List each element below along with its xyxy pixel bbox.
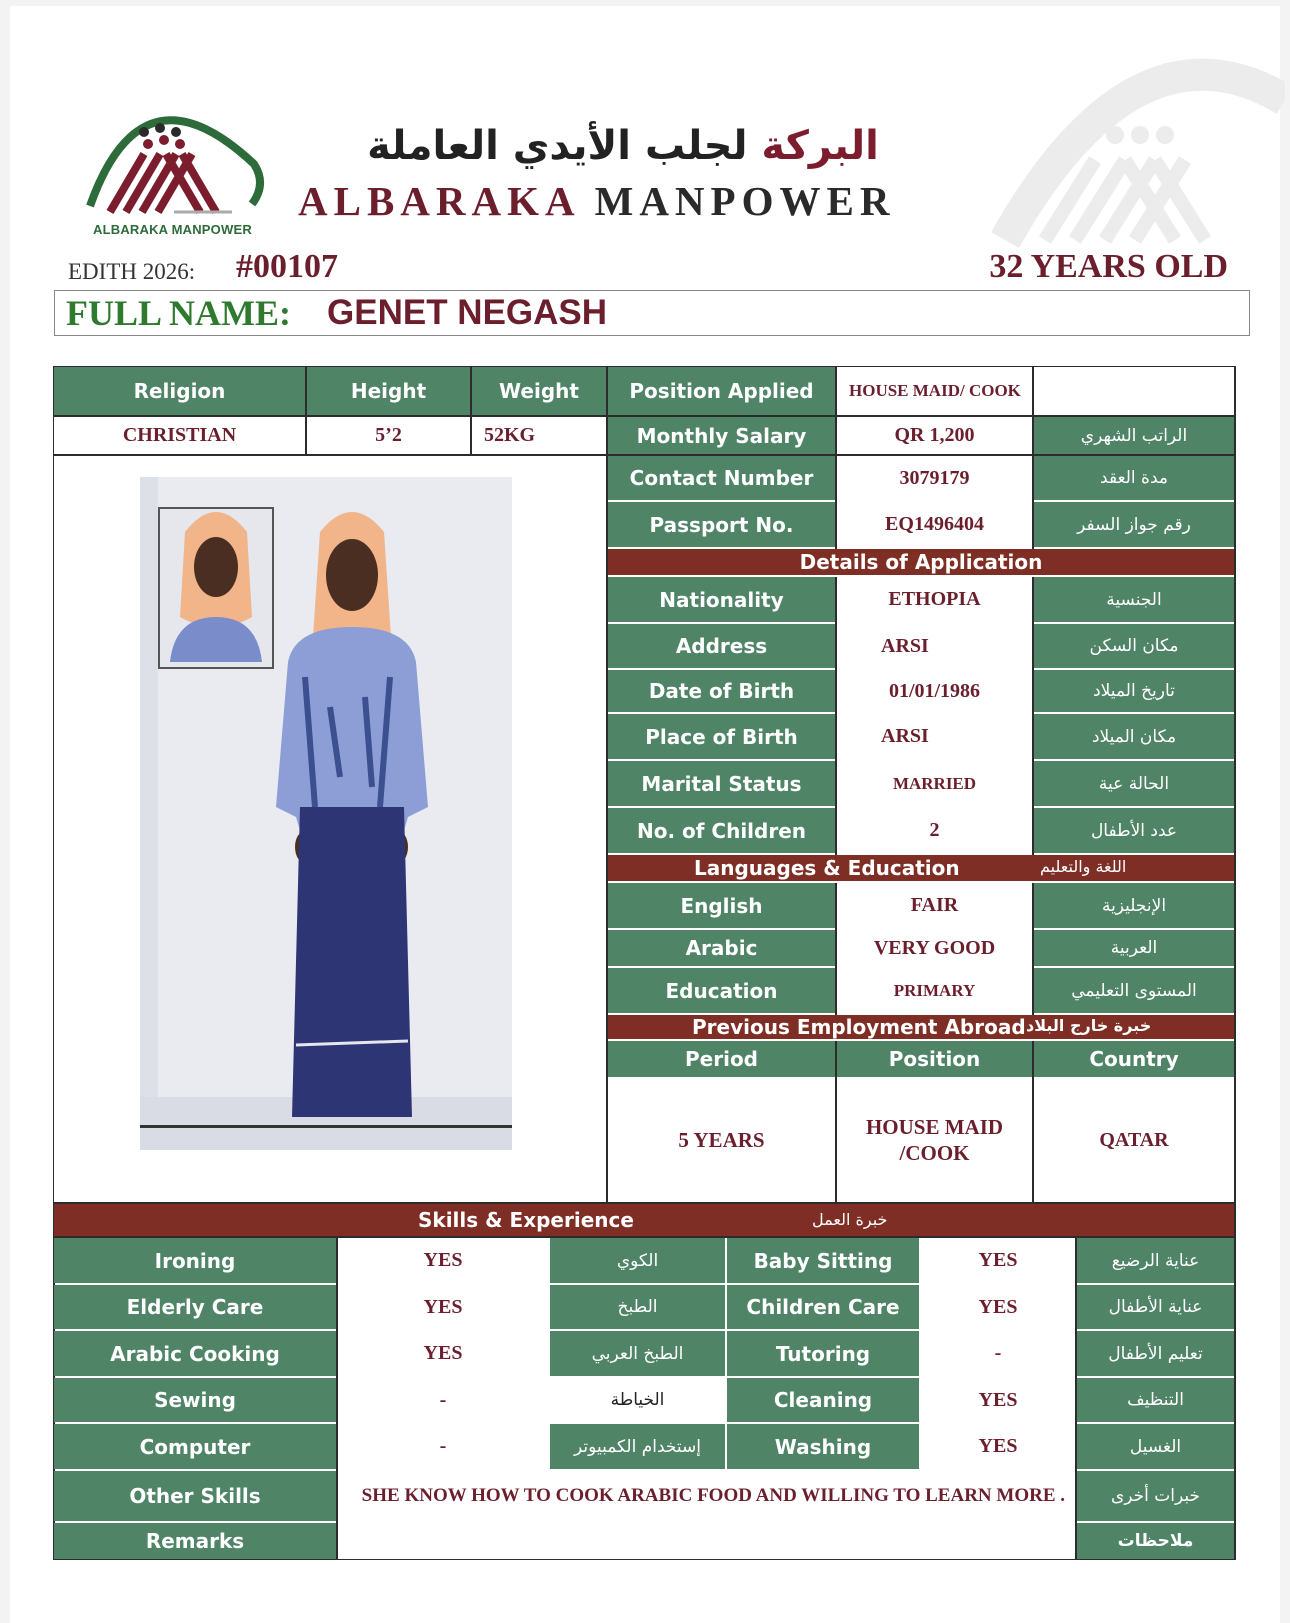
skill-arabiccooking-arabic: الطبخ العربي	[550, 1331, 725, 1376]
skill-childrencare-arabic: عناية الأطفال	[1077, 1285, 1234, 1329]
employment-empty-country-2	[1034, 1170, 1234, 1202]
skill-computer-label: Computer	[54, 1424, 336, 1469]
remarks-arabic: ملاحظات	[1077, 1523, 1234, 1559]
skill-cleaning-value: YES	[921, 1378, 1075, 1422]
dob-arabic: تاريخ الميلاد	[1034, 670, 1234, 712]
grid-line	[54, 454, 1234, 456]
grid-line	[835, 577, 837, 855]
english-value: FAIR	[837, 883, 1032, 928]
full-name-label: FULL NAME:	[66, 293, 291, 333]
nationality-value: ETHOPIA	[837, 577, 1032, 622]
remarks-label: Remarks	[54, 1523, 336, 1559]
skill-sewing-value: -	[338, 1378, 548, 1422]
edition-label: EDITH 2026:	[68, 259, 196, 284]
salary-value: QR 1,200	[837, 417, 1032, 454]
religion-value: CHRISTIAN	[54, 417, 305, 454]
height-value: 5’2	[307, 417, 470, 454]
skill-elderly-value: YES	[338, 1285, 548, 1329]
children-arabic: عدد الأطفال	[1034, 808, 1234, 853]
grid-line	[470, 367, 472, 454]
skill-washing-arabic: الغسيل	[1077, 1424, 1234, 1469]
weight-header: Weight	[472, 367, 606, 415]
position-applied-value: HOUSE MAID/ COOK	[837, 367, 1032, 415]
marital-label: Marital Status	[608, 761, 835, 806]
company-brand-rest: MANPOWER	[594, 178, 896, 224]
english-arabic: الإنجليزية	[1034, 883, 1234, 928]
contact-arabic: مدة العقد	[1034, 456, 1234, 500]
religion-header: Religion	[54, 367, 305, 415]
skill-tutoring-label: Tutoring	[727, 1331, 919, 1376]
position-header: Position	[837, 1041, 1032, 1077]
salary-arabic: الراتب الشهري	[1034, 417, 1234, 454]
education-arabic: المستوى التعليمي	[1034, 968, 1234, 1013]
grid-line	[54, 1202, 1234, 1204]
address-arabic: مكان السكن	[1034, 624, 1234, 668]
skill-computer-arabic: إستخدام الكمبيوتر	[550, 1424, 725, 1469]
grid-line	[835, 883, 837, 1015]
grid-line	[1032, 577, 1034, 855]
skills-section-header-arabic: خبرة العمل	[812, 1210, 888, 1229]
grid-line	[835, 1041, 837, 1202]
employment-empty-country	[1034, 1079, 1234, 1110]
candidate-full-body-image	[140, 477, 512, 1150]
remarks-value	[338, 1523, 1075, 1559]
marital-value: MARRIED	[837, 761, 1032, 806]
address-label: Address	[608, 624, 835, 668]
grid-line	[835, 367, 837, 549]
skill-cleaning-arabic: التنظيف	[1077, 1378, 1234, 1422]
skill-arabiccooking-label: Arabic Cooking	[54, 1331, 336, 1376]
nationality-arabic: الجنسية	[1034, 577, 1234, 622]
dob-value: 01/01/1986	[837, 670, 1032, 712]
skill-babysitting-value: YES	[921, 1238, 1075, 1283]
skill-tutoring-arabic: تعليم الأطفال	[1077, 1331, 1234, 1376]
passport-value: EQ1496404	[837, 502, 1032, 547]
employment-empty-period	[608, 1079, 835, 1110]
watermark-logo	[985, 40, 1285, 255]
company-logo-icon	[82, 84, 272, 239]
employment-country: QATAR	[1034, 1112, 1234, 1168]
arabic-value: VERY GOOD	[837, 930, 1032, 966]
salary-label: Monthly Salary	[608, 417, 835, 454]
employment-section-header-arabic: خبرة خارج البلاد	[1026, 1016, 1152, 1035]
education-value: PRIMARY	[837, 968, 1032, 1013]
skill-babysitting-arabic: عناية الرضيع	[1077, 1238, 1234, 1283]
dob-label: Date of Birth	[608, 670, 835, 712]
education-label: Education	[608, 968, 835, 1013]
skill-childrencare-value: YES	[921, 1285, 1075, 1329]
contact-value: 3079179	[837, 456, 1032, 500]
grid-line	[1032, 883, 1034, 1015]
skill-washing-value: YES	[921, 1424, 1075, 1469]
passport-label: Passport No.	[608, 502, 835, 547]
skill-ironing-label: Ironing	[54, 1238, 336, 1283]
period-header: Period	[608, 1041, 835, 1077]
skill-washing-label: Washing	[727, 1424, 919, 1469]
position-applied-label: Position Applied	[608, 367, 835, 415]
skill-babysitting-label: Baby Sitting	[727, 1238, 919, 1283]
other-skills-label: Other Skills	[54, 1471, 336, 1521]
marital-arabic: الحالة عية	[1034, 761, 1234, 806]
grid-line	[305, 367, 307, 454]
skill-sewing-arabic: الخياطة	[550, 1378, 725, 1422]
address-value: ARSI	[837, 624, 1032, 668]
other-skills-value: SHE KNOW HOW TO COOK ARABIC FOOD AND WILLING TO LEARN MORE .	[338, 1471, 1075, 1521]
details-section-header: Details of Application	[608, 549, 1234, 575]
skill-childrencare-label: Children Care	[727, 1285, 919, 1329]
grid-line	[336, 1238, 338, 1559]
employment-empty-position-2	[837, 1170, 1032, 1202]
country-header: Country	[1034, 1041, 1234, 1077]
company-brand: ALBARAKA	[298, 178, 579, 224]
grid-line	[54, 415, 1234, 417]
children-value: 2	[837, 808, 1032, 853]
languages-section-header: Languages & Education	[608, 855, 1234, 881]
company-name-arabic-red: البركة	[761, 123, 879, 169]
passport-arabic: رقم جواز السفر	[1034, 502, 1234, 547]
position-applied-arabic	[1034, 367, 1234, 415]
nationality-label: Nationality	[608, 577, 835, 622]
grid-line	[1032, 1041, 1034, 1202]
skill-cleaning-label: Cleaning	[727, 1378, 919, 1422]
company-name-arabic-black: لجلب الأيدي العاملة	[367, 123, 748, 169]
employment-empty-position	[837, 1079, 1032, 1110]
company-name-arabic	[292, 116, 954, 176]
grid-line	[54, 1236, 1234, 1238]
skill-tutoring-value: -	[921, 1331, 1075, 1376]
pob-value: ARSI	[837, 714, 1032, 759]
full-name-value: GENET NEGASH	[327, 293, 608, 332]
grid-line	[1032, 367, 1034, 549]
english-label: English	[608, 883, 835, 928]
arabic-label: Arabic	[608, 930, 835, 966]
skill-ironing-arabic: الكوي	[550, 1238, 725, 1283]
weight-value: 52KG	[472, 417, 606, 454]
candidate-photo	[140, 477, 512, 1150]
skill-sewing-label: Sewing	[54, 1378, 336, 1422]
skills-section-header: Skills & Experience	[54, 1204, 1234, 1236]
skill-ironing-value: YES	[338, 1238, 548, 1283]
employment-empty-period-2	[608, 1170, 835, 1202]
skill-elderly-label: Elderly Care	[54, 1285, 336, 1329]
employment-period: 5 YEARS	[608, 1112, 835, 1168]
skill-computer-value: -	[338, 1424, 548, 1469]
skill-elderly-arabic: الطبخ	[550, 1285, 725, 1329]
skill-arabiccooking-value: YES	[338, 1331, 548, 1376]
reference-number: #00107	[236, 248, 338, 285]
height-header: Height	[307, 367, 470, 415]
grid-line	[1075, 1238, 1077, 1559]
logo-caption: ALBARAKA MANPOWER	[93, 222, 252, 237]
languages-section-header-arabic: اللغة والتعليم	[1040, 857, 1127, 876]
contact-label: Contact Number	[608, 456, 835, 500]
grid-line	[606, 367, 608, 1202]
pob-arabic: مكان الميلاد	[1034, 714, 1234, 759]
age-label: 32 YEARS OLD	[989, 248, 1228, 285]
company-name-english	[298, 176, 895, 226]
employment-section-header: Previous Employment Abroad	[608, 1015, 1234, 1039]
arabic-arabic: العربية	[1034, 930, 1234, 966]
children-label: No. of Children	[608, 808, 835, 853]
other-skills-arabic: خبرات أخرى	[1077, 1471, 1234, 1521]
pob-label: Place of Birth	[608, 714, 835, 759]
employment-position: HOUSE MAID /COOK	[837, 1112, 1032, 1168]
